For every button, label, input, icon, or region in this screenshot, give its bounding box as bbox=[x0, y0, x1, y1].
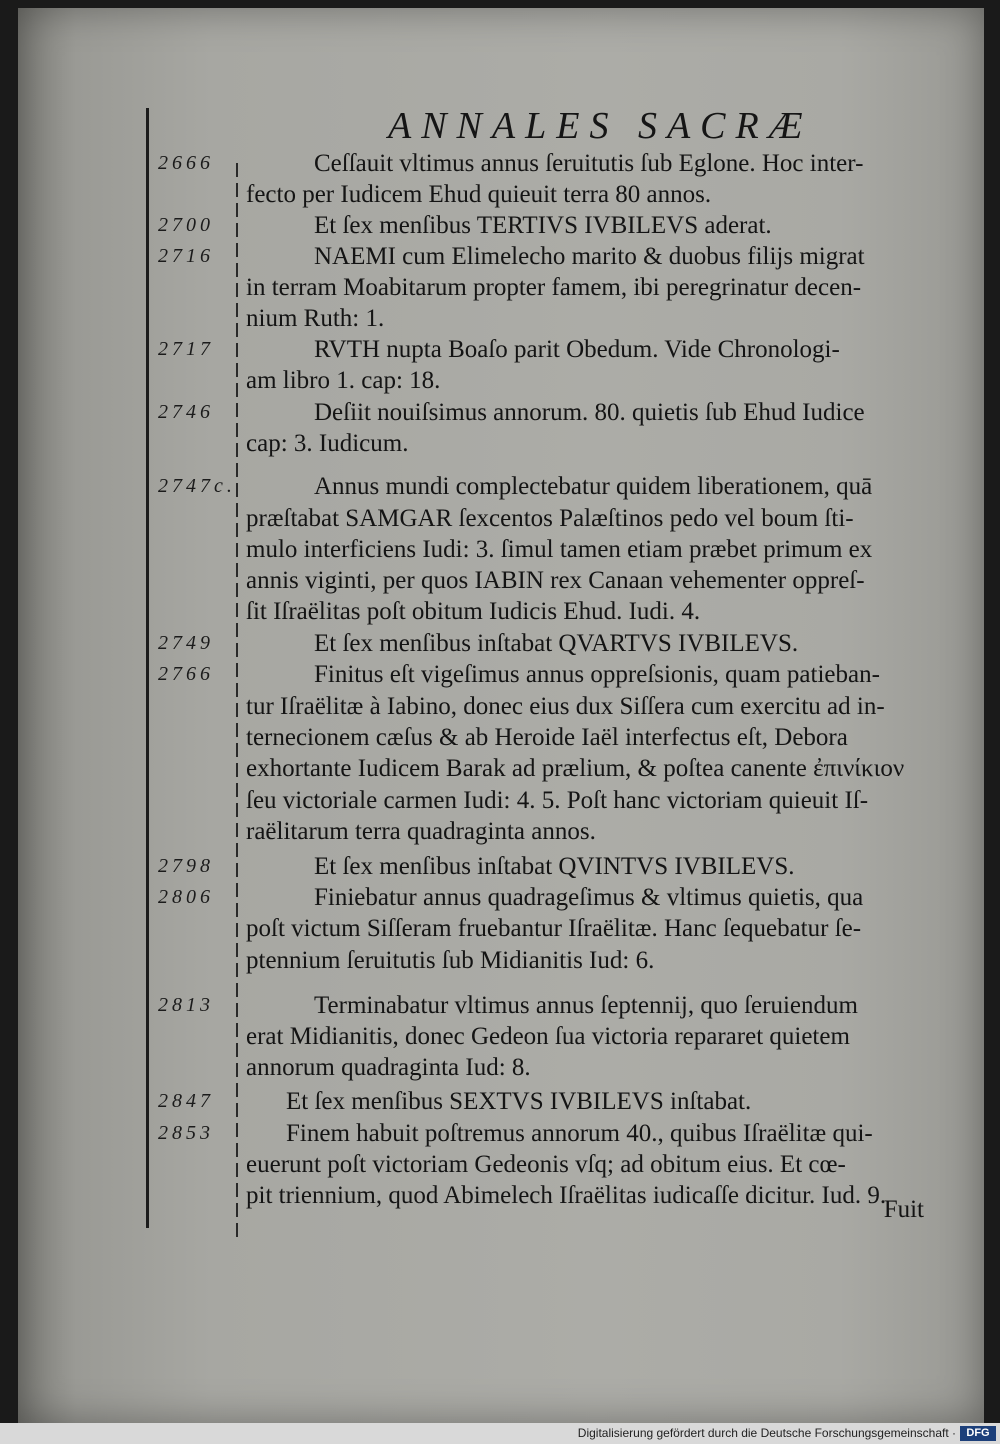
year-2666: 2666 bbox=[158, 152, 214, 174]
year-2766: 2766 bbox=[158, 663, 214, 685]
year-2700: 2700 bbox=[158, 214, 214, 236]
year-2749: 2749 bbox=[158, 632, 214, 654]
text-line: Annus mundi complectebatur quidem liberationem, quā bbox=[314, 473, 873, 500]
text-line: RVTH nupta Boaſo parit Obedum. Vide Chronologi- bbox=[314, 336, 840, 363]
text-line: exhortante Iudicem Barak ad prælium, & poſtea canente ἐπινίκιον bbox=[246, 755, 905, 782]
year-2847: 2847 bbox=[158, 1090, 214, 1112]
text-line: Terminabatur vltimus annus ſeptennij, quo ſeruiendum bbox=[314, 992, 858, 1019]
year-2806: 2806 bbox=[158, 886, 214, 908]
text-line: raëlitarum terra quadraginta annos. bbox=[246, 818, 596, 845]
year-2853: 2853 bbox=[158, 1122, 214, 1144]
year-2716: 2716 bbox=[158, 245, 214, 267]
year-2747c: 2747c. bbox=[158, 475, 236, 497]
margin-rule-outer bbox=[146, 108, 149, 1228]
dfg-logo: DFG bbox=[960, 1426, 996, 1441]
text-line: mulo interficiens Iudi: 3. ſimul tamen etiam præbet primum ex bbox=[246, 536, 873, 563]
year-2798: 2798 bbox=[158, 855, 214, 877]
text-line: Et ſex menſibus inſtabat QVINTVS IVBILEVS. bbox=[314, 853, 795, 880]
text-line: Et ſex menſibus inſtabat QVARTVS IVBILEVS. bbox=[314, 630, 799, 657]
running-header: ANNALES SACRÆ bbox=[388, 105, 813, 147]
text-line: Deſiit nouiſsimus annorum. 80. quietis ſub Ehud Iudice bbox=[314, 399, 865, 426]
text-line: Ceſſauit vltimus annus ſeruitutis ſub Eglone. Hoc inter- bbox=[314, 150, 864, 177]
text-line: ptennium ſeruitutis ſub Midianitis Iud: 6. bbox=[246, 947, 655, 974]
text-line: euerunt poſt victoriam Gedeonis vſq; ad obitum eius. Et cœ- bbox=[246, 1151, 846, 1178]
text-line: in terram Moabitarum propter famem, ibi peregrinatur decen- bbox=[246, 274, 862, 301]
text-line: ſeu victoriale carmen Iudi: 4. 5. Poſt hanc victoriam quieuit Iſ- bbox=[246, 787, 869, 814]
text-line: Et ſex menſibus TERTIVS IVBILEVS aderat. bbox=[314, 212, 772, 239]
footer-credit: Digitalisierung gefördert durch die Deutsche Forschungsgemeinschaft · bbox=[577, 1426, 956, 1440]
text-line: pit triennium, quod Abimelech Iſraëlitas iudicaſſe dicitur. Iud. 9. bbox=[246, 1182, 887, 1209]
text-line: NAEMI cum Elimelecho marito & duobus filijs migrat bbox=[314, 243, 865, 270]
text-line: Finitus eſt vigeſimus annus oppreſsionis, quam patieban- bbox=[314, 661, 880, 688]
year-2717: 2717 bbox=[158, 338, 214, 360]
text-line: tur Iſraëlitæ à Iabino, donec eius dux Siſſera cum exercitu ad in- bbox=[246, 693, 885, 720]
text-line: ſit Iſraëlitas poſt obitum Iudicis Ehud. Iudi. 4. bbox=[246, 598, 701, 625]
book-page bbox=[18, 8, 984, 1423]
text-line: annis viginti, per quos IABIN rex Canaan vehementer oppreſ- bbox=[246, 567, 865, 594]
year-2813: 2813 bbox=[158, 994, 214, 1016]
text-line: annorum quadraginta Iud: 8. bbox=[246, 1054, 531, 1081]
text-line: am libro 1. cap: 18. bbox=[246, 367, 441, 394]
text-line: poſt victum Siſſeram fruebantur Iſraëlitæ. Hanc ſequebatur ſe- bbox=[246, 915, 862, 942]
text-line: Et ſex menſibus SEXTVS IVBILEVS inſtabat. bbox=[286, 1088, 752, 1115]
catchword: Fuit bbox=[883, 1196, 924, 1223]
text-line: erat Midianitis, donec Gedeon ſua victoria repararet quietem bbox=[246, 1023, 850, 1050]
text-line: Finem habuit poſtremus annorum 40., quibus Iſraëlitæ qui- bbox=[286, 1120, 873, 1147]
digitization-footer bbox=[0, 1423, 1000, 1444]
text-line: nium Ruth: 1. bbox=[246, 305, 385, 332]
text-line: fecto per Iudicem Ehud quieuit terra 80 annos. bbox=[246, 181, 712, 208]
text-line: ternecionem cæſus & ab Heroide Iaël interfectus eſt, Debora bbox=[246, 724, 848, 751]
text-line: præſtabat SAMGAR ſexcentos Palæſtinos pedo vel boum ſti- bbox=[246, 505, 854, 532]
year-2746: 2746 bbox=[158, 401, 214, 423]
margin-rule-inner bbox=[236, 163, 238, 1238]
text-line: cap: 3. Iudicum. bbox=[246, 430, 409, 457]
text-line: Finiebatur annus quadrageſimus & vltimus quietis, qua bbox=[314, 884, 864, 911]
